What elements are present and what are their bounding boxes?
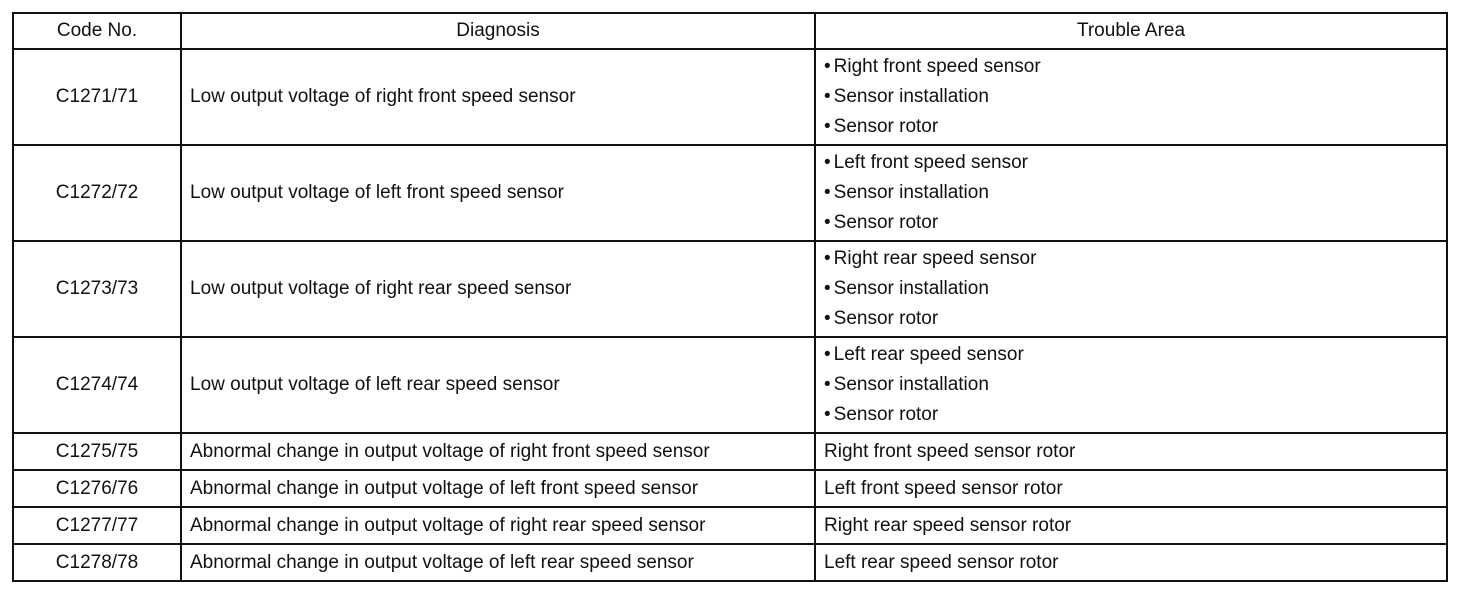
diagnosis-cell: Abnormal change in output voltage of right front speed sensor [181,433,815,470]
trouble-area-cell [815,145,1447,241]
trouble-area-item: • Sensor installation [824,274,1438,304]
bullet-icon: • [824,308,831,329]
header-code-no: Code No. [13,13,181,49]
diagnosis-cell: Abnormal change in output voltage of left rear speed sensor [181,544,815,581]
bullet-icon: • [824,344,831,365]
trouble-area-item: • Sensor rotor [824,400,1438,430]
trouble-area-item: • Right front speed sensor [824,52,1438,82]
table-row [13,241,1447,337]
trouble-area-item: • Sensor installation [824,82,1438,112]
code-cell: C1272/72 [13,145,181,241]
table-row [13,544,1447,581]
trouble-area-cell [815,49,1447,145]
table-row [13,145,1447,241]
bullet-icon: • [824,212,831,233]
header-diagnosis: Diagnosis [181,13,815,49]
bullet-icon: • [824,404,831,425]
table-row [13,433,1447,470]
diagnosis-cell: Abnormal change in output voltage of right rear speed sensor [181,507,815,544]
code-cell: C1276/76 [13,470,181,507]
bullet-icon: • [824,152,831,173]
table-row [13,49,1447,145]
bullet-icon: • [824,86,831,107]
bullet-icon: • [824,248,831,269]
table-row [13,337,1447,433]
diagnosis-cell: Low output voltage of left front speed sensor [181,145,815,241]
code-cell: C1274/74 [13,337,181,433]
bullet-icon: • [824,374,831,395]
diagnosis-cell: Low output voltage of left rear speed sensor [181,337,815,433]
bullet-icon: • [824,182,831,203]
code-cell: C1271/71 [13,49,181,145]
table-row [13,507,1447,544]
trouble-area-cell: Left rear speed sensor rotor [815,544,1447,581]
trouble-area-cell: Right rear speed sensor rotor [815,507,1447,544]
table-row [13,470,1447,507]
trouble-area-cell: Right front speed sensor rotor [815,433,1447,470]
trouble-area-cell [815,241,1447,337]
bullet-icon: • [824,56,831,77]
trouble-area-item: • Sensor rotor [824,112,1438,142]
code-cell: C1275/75 [13,433,181,470]
code-cell: C1278/78 [13,544,181,581]
diagnosis-cell: Low output voltage of right front speed sensor [181,49,815,145]
bullet-icon: • [824,278,831,299]
dtc-table [12,12,1448,582]
bullet-icon: • [824,116,831,137]
trouble-area-item: • Left front speed sensor [824,148,1438,178]
trouble-area-item: • Left rear speed sensor [824,340,1438,370]
trouble-area-item: • Sensor rotor [824,208,1438,238]
trouble-area-cell: Left front speed sensor rotor [815,470,1447,507]
dtc-table-container [12,12,1446,582]
diagnosis-cell: Low output voltage of right rear speed sensor [181,241,815,337]
trouble-area-item: • Right rear speed sensor [824,244,1438,274]
table-header-row [13,13,1447,49]
diagnosis-cell: Abnormal change in output voltage of left front speed sensor [181,470,815,507]
code-cell: C1277/77 [13,507,181,544]
trouble-area-item: • Sensor rotor [824,304,1438,334]
trouble-area-item: • Sensor installation [824,370,1438,400]
header-trouble-area: Trouble Area [815,13,1447,49]
code-cell: C1273/73 [13,241,181,337]
trouble-area-item: • Sensor installation [824,178,1438,208]
trouble-area-cell [815,337,1447,433]
